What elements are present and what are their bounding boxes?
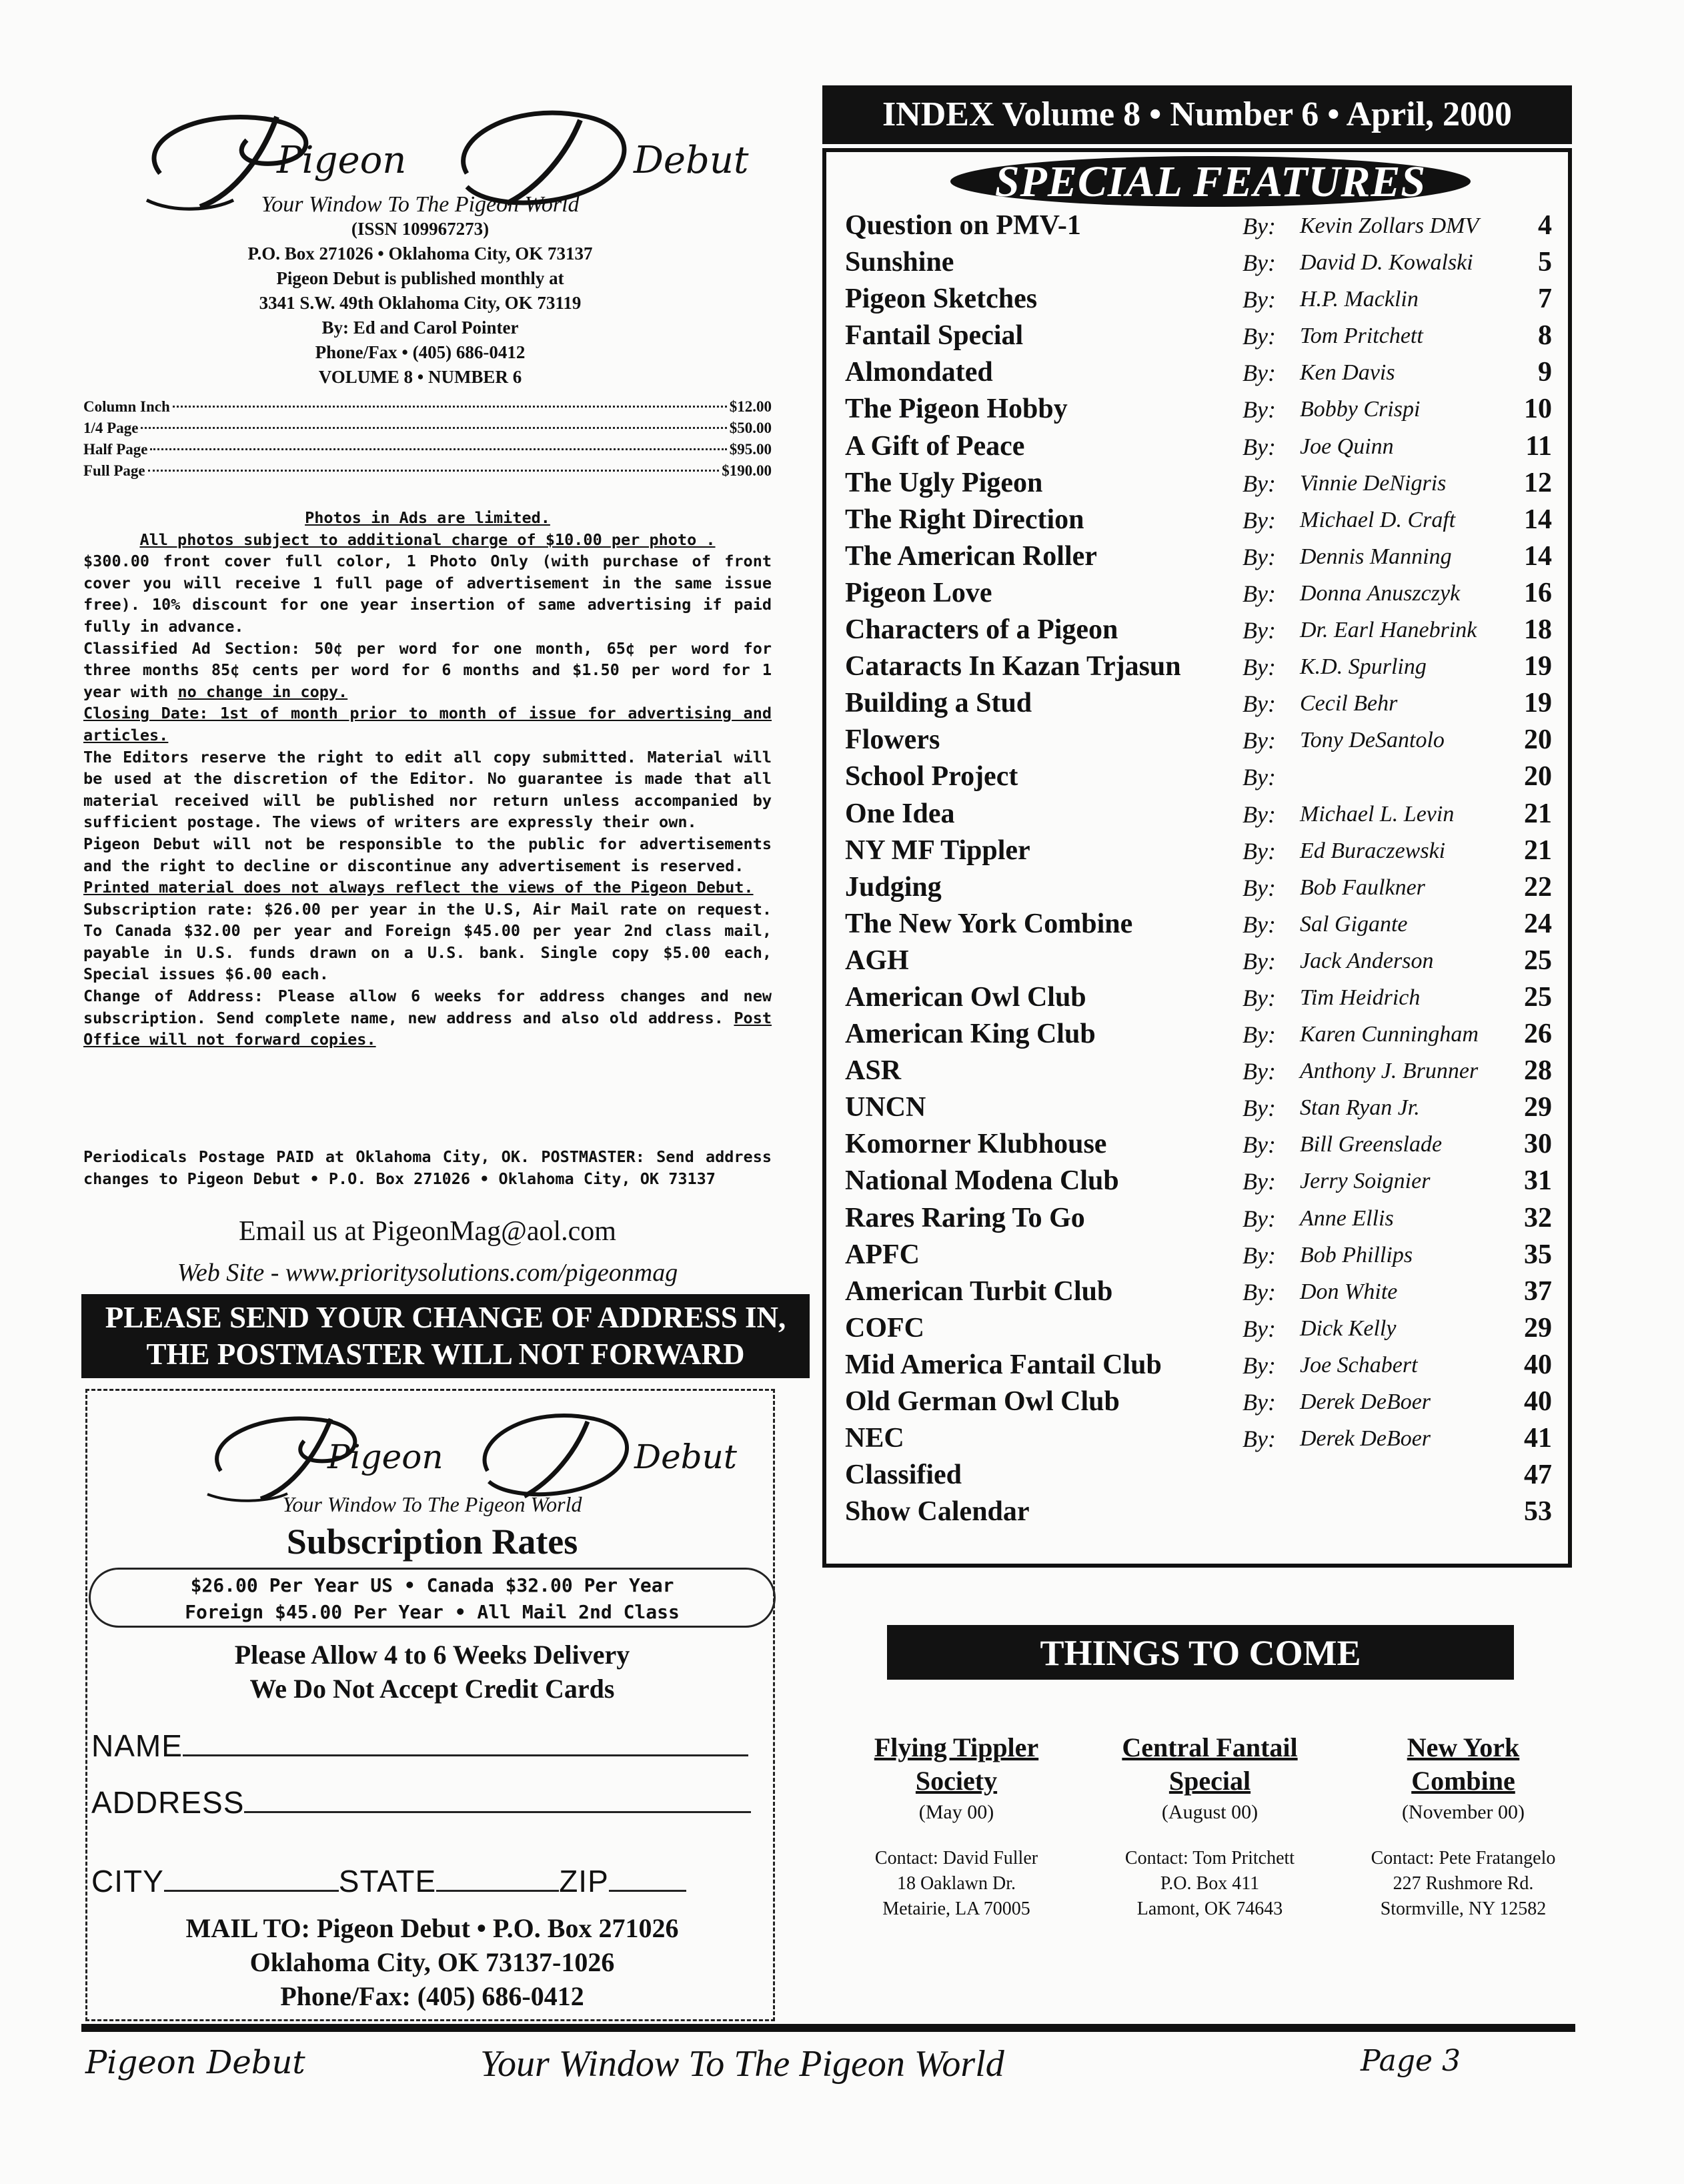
subscription-rates-oval [89,1568,776,1628]
index-row [845,320,1552,356]
rates-line: $26.00 Per Year US • Canada $32.00 Per Year [190,1574,674,1596]
index-row [845,945,1552,981]
index-title: Characters of a Pigeon [845,614,1118,646]
rate-label: Full Page [83,462,145,479]
index-title: One Idea [845,798,955,829]
index-page: 9 [1538,357,1552,388]
by-label: By: [1242,213,1276,239]
event-name: Flying Tippler [874,1732,1039,1762]
index-author: H.P. Macklin [1300,287,1419,312]
index-page: 41 [1524,1423,1552,1454]
event-contact: Contact: Pete Fratangelo 227 Rushmore Rd. Stormville, NY 12582 [1371,1848,1556,1919]
change-of-address-banner [81,1294,810,1378]
index-title: Classified [845,1460,962,1491]
by-label: By: [1242,1426,1276,1453]
postal-note: Periodicals Postage PAID at Oklahoma City, OK. POSTMASTER: Send address changes to Pigeon Debut • P.O. Box 271026 • Oklahoma City, OK 73137 [83,1147,772,1188]
index-page: 18 [1524,614,1552,646]
event-date: (November 00) [1401,1801,1525,1823]
special-features-heading: SPECIAL FEATURES [950,156,1471,207]
masthead-tagline: Your Window To The Pigeon World [261,192,580,217]
by-label: By: [1242,433,1276,460]
index-row [845,540,1552,577]
by-label: By: [1242,1058,1276,1085]
address-label: ADDRESS [91,1785,245,1820]
event-item [830,1731,1083,1922]
index-author: Michael L. Levin [1300,801,1455,827]
index-author: Anthony J. Brunner [1300,1059,1479,1084]
index-page: 16 [1524,577,1552,608]
index-author: Stan Ryan Jr. [1300,1095,1420,1121]
index-row [845,1091,1552,1128]
index-row [845,1128,1552,1165]
event-item [1337,1731,1590,1922]
index-title: COFC [845,1312,924,1343]
index-author: Donna Anuszczyk [1300,580,1461,606]
index-title: Building a Stud [845,688,1032,719]
rate-label: 1/4 Page [83,420,139,436]
index-author: Don White [1300,1279,1398,1304]
by-label: By: [1242,764,1276,791]
index-page: 21 [1524,835,1552,866]
city-label: CITY [91,1864,164,1898]
index-author: Bob Phillips [1300,1242,1413,1267]
index-author: Jack Anderson [1300,948,1434,973]
logo-word-pigeon: Pigeon [327,1438,444,1476]
by-label: By: [1242,837,1276,865]
index-author: Tom Pritchett [1300,324,1423,349]
index-row [845,1239,1552,1275]
index-page: 5 [1538,247,1552,278]
by-label: By: [1242,690,1276,718]
index-page: 19 [1524,651,1552,682]
index-row [845,724,1552,760]
event-contact: Contact: David Fuller 18 Oaklawn Dr. Metairie, LA 70005 [874,1848,1038,1919]
index-page: 20 [1524,761,1552,792]
index-title: The American Roller [845,540,1097,572]
index-title: A Gift of Peace [845,430,1025,462]
rate-price: $12.00 [729,398,772,415]
index-title: School Project [845,761,1018,792]
address-line[interactable] [244,1787,751,1813]
editors-note: The Editors reserve the right to edit all copy submitted. Material will be used at the discretion of the Editor. No guarantee is made that all material received will be published nor return unless accompanied by sufficient postage. The views of writers are expressly their own. [83,747,772,832]
index-page: 14 [1524,504,1552,535]
website-line: Web Site - www.prioritysolutions.com/pigeonmag [177,1259,678,1287]
ad-rate-table [83,396,772,482]
index-page: 53 [1524,1496,1552,1528]
by-label: By: [1242,506,1276,534]
index-title: AGH [845,945,909,976]
by-label: By: [1242,1278,1276,1305]
index-page: 29 [1524,1092,1552,1123]
city-state-zip-field[interactable] [91,1863,686,1899]
index-row [845,1055,1552,1091]
index-title: NY MF Tippler [845,835,1030,866]
index-row [845,1386,1552,1422]
by-label: By: [1242,874,1276,901]
index-page: 20 [1524,724,1552,756]
index-page: 37 [1524,1275,1552,1307]
by-label: By: [1242,543,1276,570]
index-box [822,148,1572,1568]
by-label: By: [1242,617,1276,644]
index-page: 35 [1524,1239,1552,1270]
rate-label: Column Inch [83,398,170,415]
by-label: By: [1242,323,1276,350]
footer-rule [81,2024,1575,2032]
index-row [845,356,1552,393]
by-label: By: [1242,360,1276,387]
index-page: 8 [1538,320,1552,352]
index-title: Rares Raring To Go [845,1202,1085,1233]
index-page: 32 [1524,1202,1552,1233]
front-cover-note: $300.00 front cover full color, 1 Photo Only (with purchase of front cover you will receive 1 full page of advertisement in the same issue free). 10% discount for one year insertion of same advertising if paid fully in advance. [83,552,772,636]
index-author: Michael D. Craft [1300,507,1456,532]
index-author: Jerry Soignier [1300,1169,1431,1194]
coupon-tagline: Your Window To The Pigeon World [282,1492,582,1516]
index-row [845,1422,1552,1459]
event-date: (August 00) [1161,1801,1258,1823]
index-page: 10 [1524,394,1552,425]
event-contact: Contact: Tom Pritchett P.O. Box 411 Lamont, OK 74643 [1124,1848,1295,1919]
index-title: NEC [845,1423,904,1454]
index-page: 40 [1524,1386,1552,1417]
index-row [845,650,1552,687]
index-row [845,1275,1552,1312]
index-title: Fantail Special [845,320,1024,352]
state-line[interactable] [436,1866,559,1892]
index-author: Karen Cunningham [1300,1022,1479,1047]
index-author: Joe Schabert [1300,1352,1418,1378]
by-label: By: [1242,911,1276,938]
index-author: Dr. Earl Hanebrink [1300,618,1477,643]
index-title: Cataracts In Kazan Trjasun [845,651,1181,682]
footer-publication-name: Pigeon Debut [85,2044,305,2081]
name-line[interactable] [183,1730,748,1756]
logo-word-pigeon: Pigeon [277,139,407,182]
index-title: Komorner Klubhouse [845,1129,1107,1160]
coupon-logo [187,1404,737,1504]
coupon-title: Subscription Rates [286,1522,578,1562]
index-page: 7 [1538,284,1552,315]
by-label: By: [1242,947,1276,975]
editors-line: By: Ed and Carol Pointer [321,318,519,338]
by-label: By: [1242,249,1276,277]
by-label: By: [1242,800,1276,828]
email-line: Email us at PigeonMag@aol.com [239,1216,616,1247]
index-author: Kevin Zollars DMV [1300,213,1479,238]
index-title: Show Calendar [845,1496,1030,1528]
index-author: Dennis Manning [1300,544,1452,569]
banner-line: THE POSTMASTER WILL NOT FORWARD [146,1337,745,1371]
rate-label: Half Page [83,441,148,458]
index-row [845,871,1552,908]
index-title: The Ugly Pigeon [845,467,1043,498]
index-title: Pigeon Love [845,577,992,608]
index-row [845,760,1552,797]
index-row [845,283,1552,320]
advertising-policy [83,507,772,1051]
delivery-note: Please Allow 4 to 6 Weeks Delivery We Do Not Accept Credit Cards [234,1640,630,1704]
rate-row [83,460,772,482]
volume-number: VOLUME 8 • NUMBER 6 [318,367,522,387]
index-author: Derek DeBoer [1300,1426,1431,1452]
address-field[interactable] [91,1784,751,1820]
index-page: 21 [1524,798,1552,829]
index-banner: INDEX Volume 8 • Number 6 • April, 2000 [822,85,1572,144]
responsibility-note: Pigeon Debut will not be responsible to the public for advertisements and the right to decline or discontinue any advertisement is reserved. [83,834,772,875]
index-row [845,908,1552,945]
index-title: Question on PMV-1 [845,210,1081,241]
index-row [845,577,1552,614]
by-label: By: [1242,654,1276,681]
closing-date: Closing Date: 1st of month prior to month of issue for advertising and articles. [83,704,772,744]
index-title: Flowers [845,724,940,756]
index-author: Derek DeBoer [1300,1390,1431,1414]
by-label: By: [1242,286,1276,314]
banner-line: PLEASE SEND YOUR CHANGE OF ADDRESS IN, [105,1301,786,1334]
rate-price: $50.00 [729,420,772,436]
issn: (ISSN 109967273) [351,219,490,239]
subscription-coupon [85,1389,775,2021]
index-page: 25 [1524,945,1552,976]
index-row [845,209,1552,246]
rate-price: $190.00 [722,462,772,479]
index-author: Anne Ellis [1300,1205,1394,1231]
index-author: Bob Faulkner [1300,875,1425,900]
index-row [845,981,1552,1018]
by-label: By: [1242,1351,1276,1379]
index-row [845,1018,1552,1055]
subscription-note: Subscription rate: $26.00 per year in the U.S, Air Mail rate on request. To Canada $32.00 per year and Foreign $45.00 per year 2nd class mail, payable in U.S. funds drawn on a U.S. bank. Single copy $5.00 each, Special issues $6.00 each. [83,899,772,984]
index-page: 30 [1524,1129,1552,1160]
event-name: Special [1168,1766,1251,1796]
index-author: Vinnie DeNigris [1300,470,1447,496]
index-title: Old German Owl Club [845,1386,1120,1417]
index-row [845,504,1552,540]
index-page: 29 [1524,1312,1552,1343]
index-row [845,687,1552,724]
event-name: Central Fantail [1122,1732,1298,1762]
by-label: By: [1242,1205,1276,1232]
footer-tagline: Your Window To The Pigeon World [480,2043,1004,2085]
index-title: The Pigeon Hobby [845,394,1068,425]
name-label: NAME [91,1728,183,1763]
index-row [845,1459,1552,1496]
masthead-info [87,217,754,390]
by-label: By: [1242,1389,1276,1416]
state-label: STATE [338,1864,437,1898]
change-of-address-note: Change of Address: Please allow 6 weeks for address changes and new subscription. Send complete name, new address and also old address. Post Office will not forward copies. [83,987,772,1049]
rate-row [83,396,772,418]
index-title: Mid America Fantail Club [845,1349,1162,1380]
name-field[interactable] [91,1728,748,1764]
index-row [845,1349,1552,1386]
index-title: UNCN [845,1092,926,1123]
event-name: New York [1407,1732,1520,1762]
index-page: 47 [1524,1460,1552,1491]
po-box: P.O. Box 271026 • Oklahoma City, OK 73137 [247,243,593,263]
index-page: 28 [1524,1055,1552,1087]
published-note: Pigeon Debut is published monthly at [276,268,564,288]
index-author: David D. Kowalski [1300,250,1473,276]
index-page: 26 [1524,1019,1552,1050]
rate-row [83,439,772,460]
zip-label: ZIP [559,1864,609,1898]
by-label: By: [1242,727,1276,754]
index-row [845,835,1552,871]
index-title: Pigeon Sketches [845,284,1038,315]
index-title: American Owl Club [845,981,1086,1013]
page-number: Page 3 [1361,2044,1461,2078]
index-page: 4 [1538,210,1552,241]
index-author: Tim Heidrich [1300,985,1421,1010]
index-page: 19 [1524,688,1552,719]
index-author: Ken Davis [1300,360,1395,386]
index-row [845,1202,1552,1239]
index-title: American King Club [845,1019,1096,1050]
index-title: ASR [845,1055,902,1087]
index-row [845,430,1552,467]
index-row [845,1496,1552,1532]
rate-row [83,418,772,439]
event-item [1083,1731,1337,1922]
index-title: The New York Combine [845,908,1133,939]
index-author: K.D. Spurling [1300,654,1427,680]
by-label: By: [1242,396,1276,424]
index-title: Almondated [845,357,993,388]
phone-fax: Phone/Fax • (405) 686-0412 [315,342,526,362]
logo-word-debut: Debut [634,1438,737,1476]
mail-to: MAIL TO: Pigeon Debut • P.O. Box 271026 Oklahoma City, OK 73137-1026 Phone/Fax: (405) 686-0412 [185,1913,679,2011]
by-label: By: [1242,1021,1276,1049]
index-author: Cecil Behr [1300,691,1398,716]
photos-title: Photos in Ads are limited. [305,508,550,527]
index-row [845,246,1552,283]
city-line[interactable] [164,1866,339,1892]
index-row [845,798,1552,835]
index-title: Judging [845,871,942,903]
by-label: By: [1242,984,1276,1011]
index-title: National Modena Club [845,1165,1119,1197]
index-page: 40 [1524,1349,1552,1380]
by-label: By: [1242,580,1276,607]
index-author: Bill Greenslade [1300,1132,1443,1157]
logo-word-debut: Debut [634,139,749,182]
index-list [845,209,1552,1532]
rate-price: $95.00 [729,441,772,458]
by-label: By: [1242,1131,1276,1159]
index-page: 12 [1524,467,1552,498]
classified-note: Classified Ad Section: 50¢ per word for one month, 65¢ per word for three months 85¢ cents per word for 6 months and $1.50 per word for 1 year with no change in copy. [83,638,772,701]
index-row [845,1165,1552,1201]
zip-line[interactable] [609,1866,686,1892]
index-author: Joe Quinn [1300,434,1394,459]
index-title: Sunshine [845,247,954,278]
index-title: APFC [845,1239,920,1270]
event-name: Society [915,1766,998,1796]
by-label: By: [1242,1315,1276,1342]
index-author: Tony DeSantolo [1300,728,1445,753]
index-page: 11 [1525,430,1552,462]
index-author: Ed Buraczewski [1300,838,1446,863]
by-label: By: [1242,1095,1276,1122]
by-label: By: [1242,1241,1276,1269]
things-to-come-banner: THINGS TO COME [887,1625,1514,1680]
by-label: By: [1242,470,1276,497]
index-row [845,1312,1552,1349]
index-page: 31 [1524,1165,1552,1197]
by-label: By: [1242,1168,1276,1195]
index-page: 22 [1524,871,1552,903]
index-page: 14 [1524,540,1552,572]
photos-charge: All photos subject to additional charge of $10.00 per photo . [139,530,716,549]
index-row [845,614,1552,650]
event-date: (May 00) [918,1801,994,1823]
index-title: American Turbit Club [845,1275,1113,1307]
index-author: Bobby Crispi [1300,397,1421,422]
rates-line: Foreign $45.00 Per Year • All Mail 2nd Class [185,1601,680,1623]
event-name: Combine [1411,1766,1515,1796]
views-note: Printed material does not always reflect the views of the Pigeon Debut. [83,878,754,897]
index-title: The Right Direction [845,504,1084,535]
index-author: Sal Gigante [1300,911,1408,937]
index-page: 24 [1524,908,1552,939]
index-row [845,393,1552,430]
index-row [845,467,1552,504]
street-address: 3341 S.W. 49th Oklahoma City, OK 73119 [259,293,582,313]
index-author: Dick Kelly [1300,1315,1397,1341]
index-page: 25 [1524,981,1552,1013]
